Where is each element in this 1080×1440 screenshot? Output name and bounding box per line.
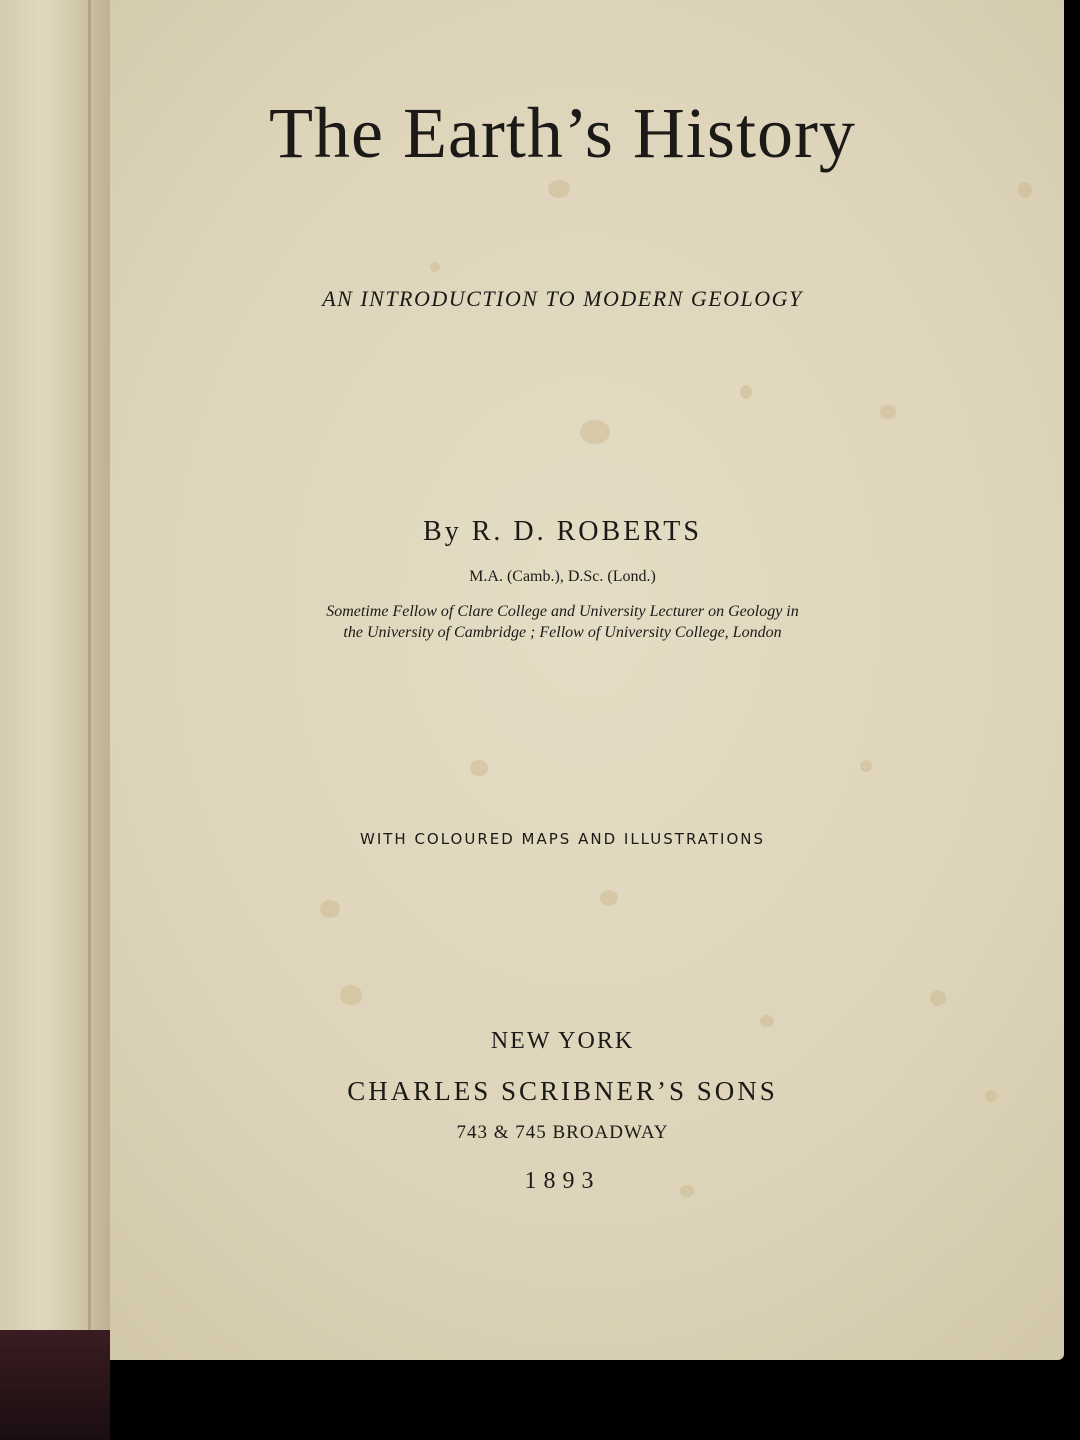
book-subtitle: AN INTRODUCTION TO MODERN GEOLOGY — [322, 286, 803, 311]
foxing-spot — [470, 760, 488, 776]
book-title: The Earth’s History — [269, 93, 856, 173]
foxing-spot — [600, 890, 618, 906]
foxing-spot — [880, 405, 896, 419]
foxing-spot — [548, 180, 570, 198]
foxing-spot — [340, 985, 362, 1005]
foxing-spot — [320, 900, 340, 918]
imprint-address: 743 & 745 BROADWAY — [456, 1122, 669, 1143]
illustrations-note: WITH COLOURED MAPS AND ILLUSTRATIONS — [359, 830, 765, 848]
imprint-city: NEW YORK — [490, 1028, 635, 1054]
foxing-spot — [430, 262, 440, 272]
foxing-spot — [930, 990, 946, 1006]
author-by-word: By — [423, 516, 462, 547]
imprint-publisher: CHARLES SCRIBNER’S SONS — [347, 1076, 778, 1106]
imprint-year: 1893 — [524, 1168, 601, 1194]
foxing-spot — [580, 420, 610, 444]
author-line — [0, 516, 1080, 548]
affiliation-line-1: Sometime Fellow of Clare College and University Lecturer on Geology in — [326, 603, 799, 620]
author-name: R. D. ROBERTS — [471, 516, 702, 547]
author-degrees: M.A. (Camb.), D.Sc. (Lond.) — [469, 568, 656, 585]
foxing-spot — [740, 385, 752, 399]
foxing-spot — [760, 1015, 774, 1027]
page-fold — [88, 0, 91, 1360]
foxing-spot — [1018, 182, 1032, 198]
foxing-spot — [860, 760, 872, 772]
page-gutter — [0, 0, 110, 1360]
affiliation-line-2: the University of Cambridge ; Fellow of University College, London — [343, 624, 782, 641]
author-affiliation — [0, 601, 1080, 643]
book-binding — [0, 1330, 110, 1440]
